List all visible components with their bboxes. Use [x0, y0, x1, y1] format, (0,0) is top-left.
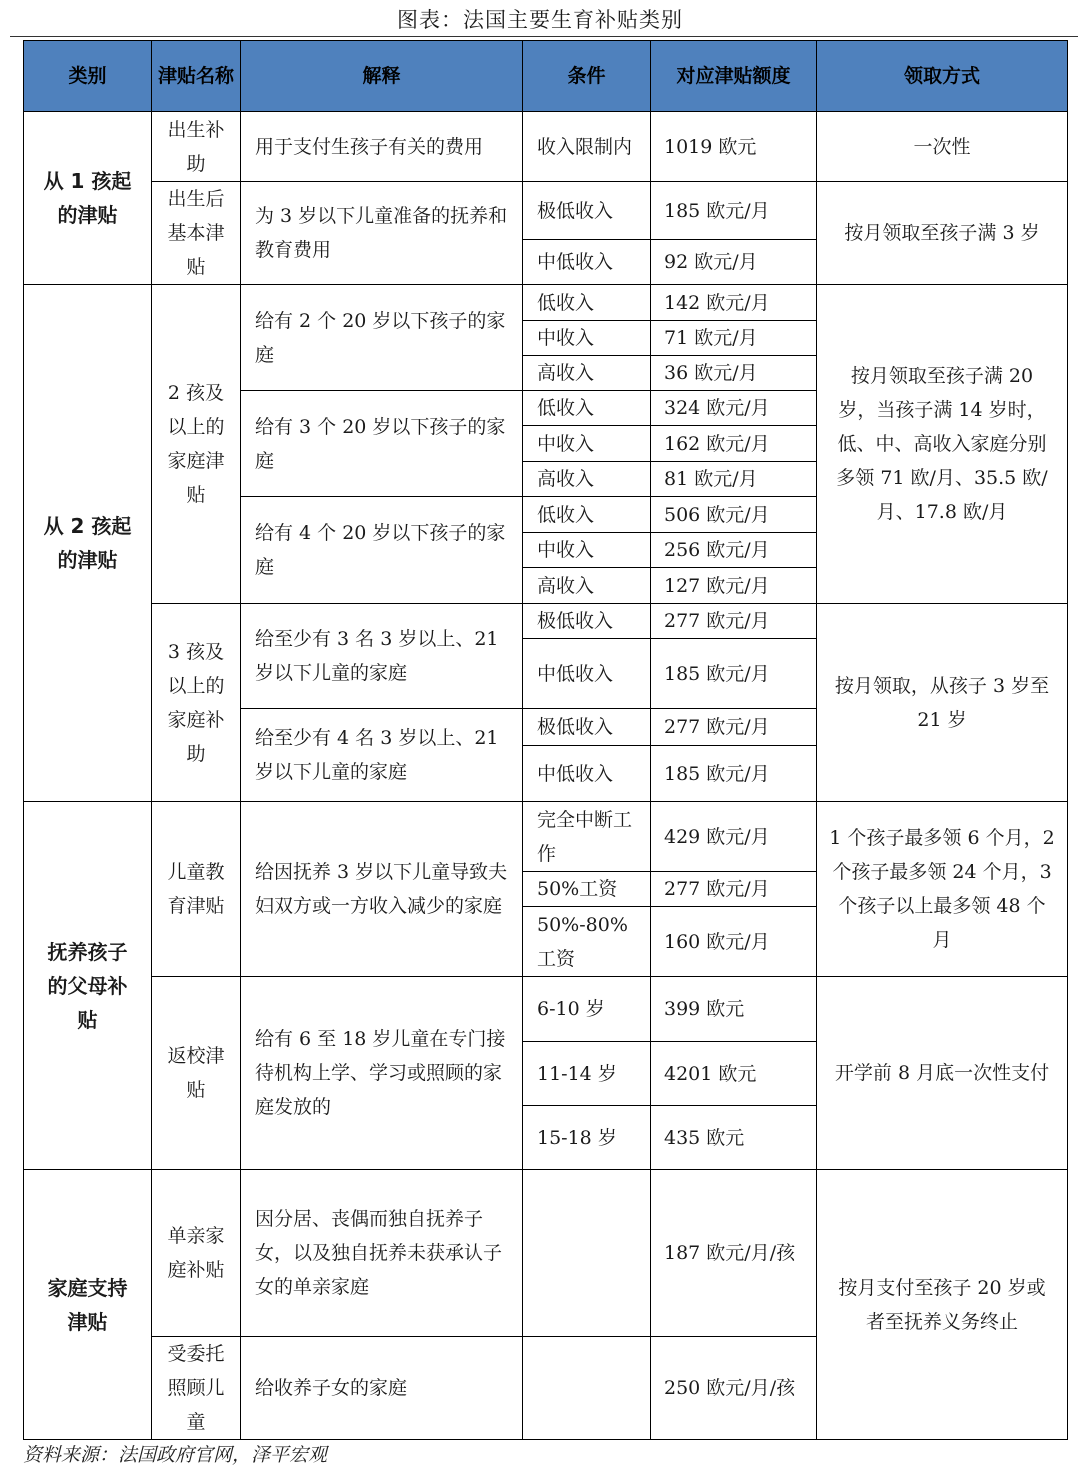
header-category: 类别 — [24, 41, 152, 112]
header-amount: 对应津贴额度 — [651, 41, 817, 112]
explanation-cell: 给有 3 个 20 岁以下孩子的家庭 — [241, 391, 523, 497]
condition-cell: 高收入 — [523, 356, 651, 391]
method-cell: 开学前 8 月底一次性支付 — [817, 977, 1068, 1170]
header-explanation: 解释 — [241, 41, 523, 112]
condition-cell: 11-14 岁 — [523, 1042, 651, 1106]
table-row — [24, 112, 1068, 182]
condition-cell: 收入限制内 — [523, 112, 651, 182]
amount-cell: 36 欧元/月 — [651, 356, 817, 391]
amount-cell: 142 欧元/月 — [651, 285, 817, 321]
amount-cell: 399 欧元 — [651, 977, 817, 1042]
condition-cell: 6-10 岁 — [523, 977, 651, 1042]
condition-cell: 15-18 岁 — [523, 1106, 651, 1170]
allowance-name: 2 孩及以上的家庭津贴 — [152, 285, 241, 604]
condition-cell: 中低收入 — [523, 639, 651, 709]
amount-cell: 185 欧元/月 — [651, 182, 817, 240]
explanation-cell: 给收养子女的家庭 — [241, 1337, 523, 1440]
category-cell: 抚养孩子的父母补贴 — [24, 802, 152, 1170]
amount-cell: 277 欧元/月 — [651, 709, 817, 746]
category-cell: 从 2 孩起的津贴 — [24, 285, 152, 802]
category-cell: 从 1 孩起的津贴 — [24, 112, 152, 285]
condition-cell-empty — [523, 1337, 651, 1440]
condition-cell: 极低收入 — [523, 709, 651, 746]
amount-cell: 185 欧元/月 — [651, 639, 817, 709]
allowance-name: 儿童教育津贴 — [152, 802, 241, 977]
amount-cell: 1019 欧元 — [651, 112, 817, 182]
header-row — [24, 41, 1068, 112]
condition-cell: 低收入 — [523, 497, 651, 533]
subsidy-table — [23, 40, 1068, 1440]
amount-cell: 162 欧元/月 — [651, 426, 817, 462]
explanation-cell: 为 3 岁以下儿童准备的抚养和教育费用 — [241, 182, 523, 285]
explanation-cell: 因分居、丧偶而独自抚养子女，以及独自抚养未获承认子女的单亲家庭 — [241, 1170, 523, 1337]
category-cell: 家庭支持津贴 — [24, 1170, 152, 1440]
amount-cell: 185 欧元/月 — [651, 746, 817, 802]
condition-cell: 高收入 — [523, 462, 651, 497]
table-row — [24, 285, 1068, 321]
table-row — [24, 977, 1068, 1042]
condition-cell: 高收入 — [523, 568, 651, 604]
table-row — [24, 802, 1068, 872]
condition-cell: 50%工资 — [523, 872, 651, 907]
allowance-name: 单亲家庭补贴 — [152, 1170, 241, 1337]
condition-cell: 中低收入 — [523, 746, 651, 802]
method-cell: 1 个孩子最多领 6 个月，2 个孩子最多领 24 个月，3 个孩子以上最多领 48 个月 — [817, 802, 1068, 977]
amount-cell: 71 欧元/月 — [651, 321, 817, 356]
condition-cell: 中收入 — [523, 426, 651, 462]
top-rule — [10, 36, 1078, 37]
amount-cell: 435 欧元 — [651, 1106, 817, 1170]
explanation-cell: 给有 2 个 20 岁以下孩子的家庭 — [241, 285, 523, 391]
table-row — [24, 182, 1068, 240]
amount-cell: 81 欧元/月 — [651, 462, 817, 497]
explanation-cell: 给有 4 个 20 岁以下孩子的家庭 — [241, 497, 523, 604]
condition-cell: 50%-80% 工资 — [523, 907, 651, 977]
condition-cell: 完全中断工作 — [523, 802, 651, 872]
condition-cell: 中低收入 — [523, 240, 651, 285]
amount-cell: 256 欧元/月 — [651, 533, 817, 568]
allowance-name: 出生后基本津贴 — [152, 182, 241, 285]
method-cell: 按月支付至孩子 20 岁或者至抚养义务终止 — [817, 1170, 1068, 1440]
amount-cell: 277 欧元/月 — [651, 604, 817, 639]
condition-cell: 中收入 — [523, 533, 651, 568]
condition-cell: 极低收入 — [523, 182, 651, 240]
condition-cell: 中收入 — [523, 321, 651, 356]
explanation-cell: 用于支付生孩子有关的费用 — [241, 112, 523, 182]
explanation-cell: 给至少有 3 名 3 岁以上、21 岁以下儿童的家庭 — [241, 604, 523, 709]
condition-cell: 低收入 — [523, 285, 651, 321]
explanation-cell: 给至少有 4 名 3 岁以上、21 岁以下儿童的家庭 — [241, 709, 523, 802]
amount-cell: 187 欧元/月/孩 — [651, 1170, 817, 1337]
allowance-name: 返校津贴 — [152, 977, 241, 1170]
amount-cell: 4201 欧元 — [651, 1042, 817, 1106]
amount-cell: 92 欧元/月 — [651, 240, 817, 285]
method-cell: 一次性 — [817, 112, 1068, 182]
method-cell: 按月领取至孩子满 20 岁，当孩子满 14 岁时，低、中、高收入家庭分别多领 71 欧/月、35.5 欧/月、17.8 欧/月 — [817, 285, 1068, 604]
header-condition: 条件 — [523, 41, 651, 112]
amount-cell: 429 欧元/月 — [651, 802, 817, 872]
amount-cell: 277 欧元/月 — [651, 872, 817, 907]
header-name: 津贴名称 — [152, 41, 241, 112]
table-row — [24, 604, 1068, 639]
method-cell: 按月领取，从孩子 3 岁至 21 岁 — [817, 604, 1068, 802]
amount-cell: 324 欧元/月 — [651, 391, 817, 426]
condition-cell-empty — [523, 1170, 651, 1337]
source-note: 资料来源：法国政府官网，泽平宏观 — [23, 1444, 328, 1466]
condition-cell: 低收入 — [523, 391, 651, 426]
explanation-cell: 给因抚养 3 岁以下儿童导致夫妇双方或一方收入减少的家庭 — [241, 802, 523, 977]
amount-cell: 160 欧元/月 — [651, 907, 817, 977]
condition-cell: 极低收入 — [523, 604, 651, 639]
allowance-name: 3 孩及以上的家庭补助 — [152, 604, 241, 802]
header-method: 领取方式 — [817, 41, 1068, 112]
explanation-cell: 给有 6 至 18 岁儿童在专门接待机构上学、学习或照顾的家庭发放的 — [241, 977, 523, 1170]
amount-cell: 250 欧元/月/孩 — [651, 1337, 817, 1440]
allowance-name: 受委托照顾儿童 — [152, 1337, 241, 1440]
amount-cell: 506 欧元/月 — [651, 497, 817, 533]
figure-title: 图表：法国主要生育补贴类别 — [397, 8, 683, 32]
table-row — [24, 1170, 1068, 1337]
amount-cell: 127 欧元/月 — [651, 568, 817, 604]
allowance-name: 出生补助 — [152, 112, 241, 182]
method-cell: 按月领取至孩子满 3 岁 — [817, 182, 1068, 285]
